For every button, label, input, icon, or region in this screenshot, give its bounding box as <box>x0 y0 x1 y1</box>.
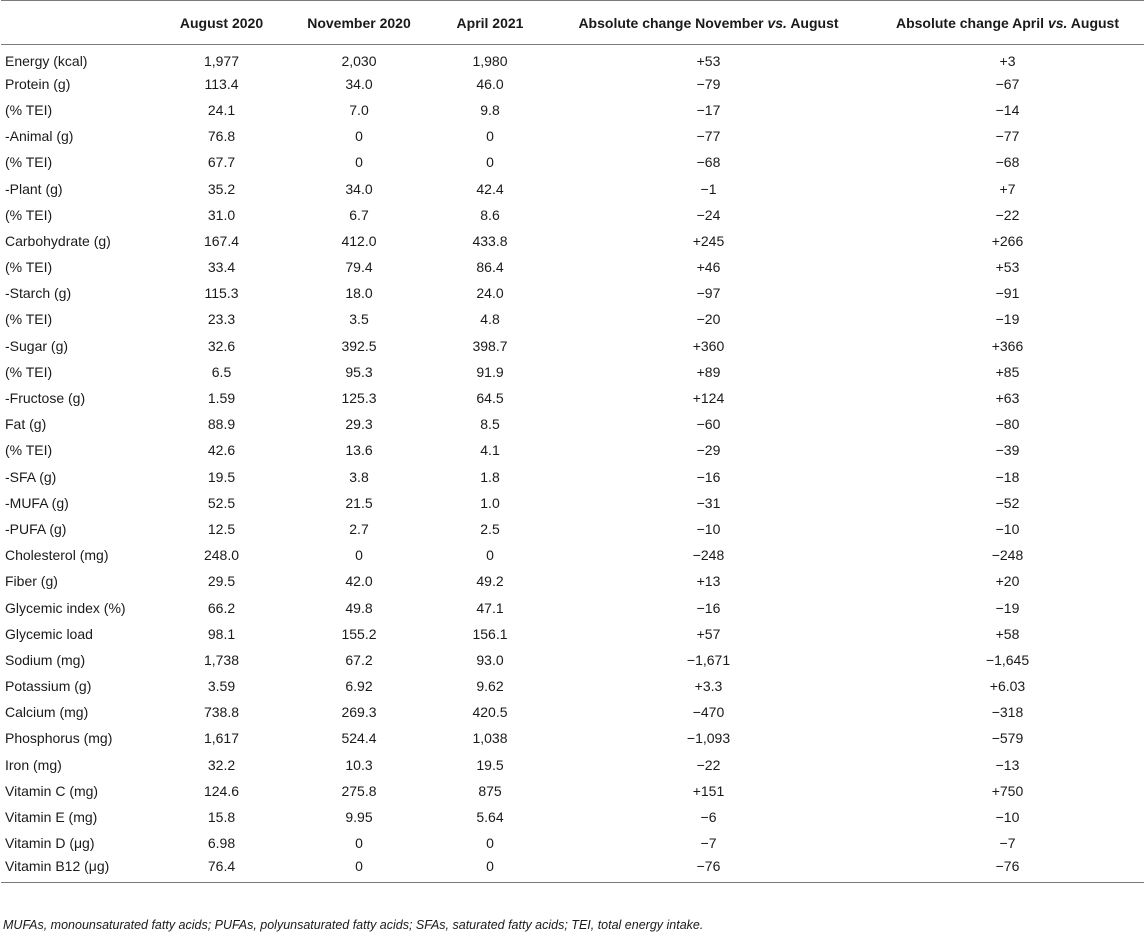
nutrient-label: Vitamin C (mg) <box>5 782 99 799</box>
nutrient-label: (% TEI) <box>5 259 53 276</box>
nutrient-label: Cholesterol (mg) <box>5 547 109 564</box>
nutrient-label: -PUFA (g) <box>5 520 67 537</box>
change-nov-vs-aug-value: −97 <box>696 285 721 302</box>
header-april-2021: April 2021 <box>434 1 546 45</box>
change-nov-vs-aug-value: −68 <box>696 154 721 171</box>
august-2020-value: 1.59 <box>207 390 236 407</box>
change-nov-vs-aug-value: −60 <box>696 416 721 433</box>
change-apr-vs-aug-value: −318 <box>991 704 1024 721</box>
april-2021-value: 1.0 <box>480 494 500 511</box>
change-apr-vs-aug-value: +750 <box>991 782 1024 799</box>
change-apr-vs-aug-value: −76 <box>995 858 1020 875</box>
change-apr-vs-aug-value: +3 <box>999 52 1016 69</box>
april-2021-value: 64.5 <box>476 390 504 407</box>
november-2020-value: 95.3 <box>345 363 373 380</box>
april-2021-value: 0 <box>486 835 494 852</box>
august-2020-value: 98.1 <box>207 625 236 642</box>
change-apr-vs-aug-value: −77 <box>995 128 1020 145</box>
change-nov-vs-aug-value: −16 <box>696 468 721 485</box>
nutrient-label: Glycemic index (%) <box>5 599 126 616</box>
header-row <box>1 1 1144 45</box>
change-nov-vs-aug-value: +46 <box>696 259 721 276</box>
august-2020-value: 35.2 <box>207 180 236 197</box>
august-2020-value: 67.7 <box>207 154 236 171</box>
april-2021-value: 0 <box>486 154 494 171</box>
august-2020-value: 6.5 <box>211 363 232 380</box>
table-row <box>1 673 1144 699</box>
change-nov-vs-aug-value: −22 <box>696 756 721 773</box>
table-row <box>1 306 1144 332</box>
august-2020-value: 1,738 <box>203 651 240 668</box>
november-2020-value: 34.0 <box>345 75 373 92</box>
nutrient-label: Vitamin D (μg) <box>5 835 95 852</box>
april-2021-value: 47.1 <box>476 599 504 616</box>
change-apr-vs-aug-value: +58 <box>995 625 1020 642</box>
change-nov-vs-aug-value: +13 <box>696 573 721 590</box>
august-2020-value: 12.5 <box>207 520 236 537</box>
august-2020-value: 113.4 <box>204 75 239 92</box>
nutrient-label: Vitamin E (mg) <box>5 809 98 826</box>
november-2020-value: 524.4 <box>341 730 377 747</box>
change-apr-vs-aug-value: +53 <box>995 259 1020 276</box>
november-2020-value: 0 <box>355 547 363 564</box>
table-row <box>1 228 1144 254</box>
april-2021-value: 4.8 <box>480 311 500 328</box>
nutrient-label: Phosphorus (mg) <box>5 730 113 747</box>
table-row <box>1 621 1144 647</box>
change-nov-vs-aug-value: −1 <box>700 180 717 197</box>
table-row <box>1 542 1144 568</box>
change-apr-vs-aug-value: −67 <box>995 75 1020 92</box>
change-apr-vs-aug-value: −22 <box>995 206 1020 223</box>
nutrient-label: -Sugar (g) <box>5 337 69 354</box>
change-apr-vs-aug-value: −91 <box>995 285 1020 302</box>
change-apr-vs-aug-value: −80 <box>995 416 1020 433</box>
change-nov-vs-aug-value: −1,671 <box>686 651 731 668</box>
change-nov-vs-aug-value: +89 <box>696 363 721 380</box>
august-2020-value: 32.2 <box>207 756 236 773</box>
table-row <box>1 385 1144 411</box>
april-2021-value: 9.62 <box>476 678 504 695</box>
nutrient-label: (% TEI) <box>5 101 53 118</box>
april-2021-value: 5.64 <box>476 809 504 826</box>
november-2020-value: 42.0 <box>345 573 373 590</box>
change-nov-vs-aug-value: −16 <box>696 599 721 616</box>
nutrient-label: -Starch (g) <box>5 285 72 302</box>
change-apr-vs-aug-value: +7 <box>999 180 1016 197</box>
change-apr-vs-aug-value: −52 <box>995 494 1020 511</box>
header-nutrient <box>1 1 159 45</box>
table-row <box>1 437 1144 463</box>
nutrient-label: Iron (mg) <box>5 756 62 773</box>
nutrient-intake-table <box>1 0 1144 885</box>
table-row <box>1 71 1144 97</box>
table-row <box>1 333 1144 359</box>
november-2020-value: 79.4 <box>345 259 373 276</box>
august-2020-value: 1,977 <box>203 52 240 69</box>
november-2020-value: 269.3 <box>341 704 377 721</box>
header-change-apr-pre: Absolute change April <box>895 14 1048 31</box>
table-row <box>1 280 1144 306</box>
april-2021-value: 433.8 <box>472 232 508 249</box>
november-2020-value: 3.5 <box>349 311 369 328</box>
november-2020-value: 412.0 <box>341 232 377 249</box>
header-change-apr-post: August <box>1067 14 1119 31</box>
november-2020-value: 21.5 <box>345 494 373 511</box>
november-2020-value: 10.3 <box>345 756 373 773</box>
change-nov-vs-aug-value: −1,093 <box>686 730 731 747</box>
november-2020-value: 0 <box>355 128 363 145</box>
november-2020-value: 2,030 <box>341 52 377 69</box>
nutrient-label: Vitamin B12 (μg) <box>5 858 110 875</box>
november-2020-value: 6.7 <box>349 206 369 223</box>
april-2021-value: 19.5 <box>476 756 504 773</box>
table-header <box>1 1 1144 45</box>
table-row <box>1 359 1144 385</box>
august-2020-value: 24.1 <box>207 101 236 118</box>
change-nov-vs-aug-value: −17 <box>696 101 721 118</box>
change-apr-vs-aug-value: −39 <box>995 442 1020 459</box>
change-nov-vs-aug-value: +245 <box>692 232 725 249</box>
header-change-nov-vs: vs. <box>767 14 787 31</box>
change-nov-vs-aug-value: −20 <box>696 311 721 328</box>
november-2020-value: 0 <box>355 835 363 852</box>
august-2020-value: 31.0 <box>207 206 236 223</box>
april-2021-value: 42.4 <box>476 180 504 197</box>
november-2020-value: 6.92 <box>345 678 373 695</box>
change-apr-vs-aug-value: −68 <box>995 154 1020 171</box>
november-2020-value: 67.2 <box>345 651 373 668</box>
change-apr-vs-aug-value: −14 <box>995 101 1020 118</box>
change-apr-vs-aug-value: −1,645 <box>985 651 1030 668</box>
change-nov-vs-aug-value: +53 <box>696 52 721 69</box>
august-2020-value: 76.4 <box>207 858 236 875</box>
november-2020-value: 29.3 <box>345 416 373 433</box>
change-apr-vs-aug-value: −579 <box>991 730 1024 747</box>
nutrient-label: Sodium (mg) <box>5 651 86 668</box>
august-2020-value: 167.4 <box>203 232 240 249</box>
header-change-nov-pre: Absolute change November <box>578 14 768 31</box>
nutrient-label: -MUFA (g) <box>5 494 69 511</box>
april-2021-value: 875 <box>478 782 502 799</box>
table-body <box>1 45 1144 883</box>
change-nov-vs-aug-value: −24 <box>696 206 721 223</box>
table-row <box>1 45 1144 71</box>
change-apr-vs-aug-value: −7 <box>999 835 1016 852</box>
april-2021-value: 86.4 <box>476 259 504 276</box>
table-row <box>1 490 1144 516</box>
november-2020-value: 275.8 <box>341 782 377 799</box>
nutrient-label: -Fructose (g) <box>5 390 86 407</box>
april-2021-value: 93.0 <box>476 651 504 668</box>
change-nov-vs-aug-value: +124 <box>692 390 725 407</box>
august-2020-value: 23.3 <box>207 311 236 328</box>
table-row <box>1 752 1144 778</box>
change-nov-vs-aug-value: +360 <box>692 337 725 354</box>
november-2020-value: 49.8 <box>345 599 373 616</box>
april-2021-value: 46.0 <box>476 75 504 92</box>
august-2020-value: 1,617 <box>203 730 240 747</box>
change-apr-vs-aug-value: +6.03 <box>989 678 1026 695</box>
nutrient-label: Glycemic load <box>5 625 93 642</box>
august-2020-value: 248.0 <box>203 547 240 564</box>
table-row <box>1 699 1144 725</box>
table-row <box>1 97 1144 123</box>
november-2020-value: 13.6 <box>345 442 373 459</box>
nutrient-label: Calcium (mg) <box>5 704 89 721</box>
change-nov-vs-aug-value: −470 <box>692 704 725 721</box>
header-change-november-vs-august <box>546 1 871 45</box>
august-2020-value: 19.5 <box>207 468 236 485</box>
table-footnote: MUFAs, monounsaturated fatty acids; PUFAs, polyunsaturated fatty acids; SFAs, saturated fatty acids; TEI, total energy intake. <box>3 918 704 932</box>
table-row <box>1 856 1144 882</box>
april-2021-value: 2.5 <box>480 520 500 537</box>
change-apr-vs-aug-value: −10 <box>995 809 1020 826</box>
table-row <box>1 516 1144 542</box>
november-2020-value: 7.0 <box>349 101 369 118</box>
change-nov-vs-aug-value: −76 <box>696 858 721 875</box>
change-nov-vs-aug-value: +3.3 <box>694 678 723 695</box>
nutrient-label: -Animal (g) <box>5 128 74 145</box>
change-apr-vs-aug-value: −13 <box>995 756 1020 773</box>
change-nov-vs-aug-value: −77 <box>696 128 721 145</box>
table-footer-rule <box>1 883 1144 886</box>
april-2021-value: 8.6 <box>480 206 500 223</box>
november-2020-value: 9.95 <box>345 809 373 826</box>
april-2021-value: 49.2 <box>476 573 504 590</box>
april-2021-value: 156.1 <box>472 625 508 642</box>
april-2021-value: 420.5 <box>472 704 508 721</box>
change-nov-vs-aug-value: +151 <box>692 782 725 799</box>
august-2020-value: 3.59 <box>207 678 236 695</box>
change-apr-vs-aug-value: −19 <box>995 599 1020 616</box>
nutrient-label: (% TEI) <box>5 154 53 171</box>
april-2021-value: 398.7 <box>472 337 508 354</box>
change-apr-vs-aug-value: −248 <box>991 547 1024 564</box>
change-nov-vs-aug-value: −79 <box>696 75 721 92</box>
august-2020-value: 15.8 <box>207 809 236 826</box>
table-row <box>1 804 1144 830</box>
august-2020-value: 32.6 <box>207 337 236 354</box>
change-apr-vs-aug-value: −10 <box>995 520 1020 537</box>
april-2021-value: 8.5 <box>480 416 500 433</box>
table-row <box>1 594 1144 620</box>
november-2020-value: 0 <box>355 154 363 171</box>
nutrient-label: Protein (g) <box>5 75 71 92</box>
table-row <box>1 725 1144 751</box>
change-nov-vs-aug-value: −7 <box>700 835 717 852</box>
november-2020-value: 34.0 <box>345 180 373 197</box>
header-change-nov-post: August <box>786 14 839 31</box>
table-row <box>1 411 1144 437</box>
august-2020-value: 33.4 <box>207 259 236 276</box>
nutrient-label: (% TEI) <box>5 311 53 328</box>
table-row <box>1 254 1144 280</box>
table-row <box>1 202 1144 228</box>
change-apr-vs-aug-value: +63 <box>995 390 1020 407</box>
nutrient-label: (% TEI) <box>5 206 53 223</box>
august-2020-value: 738.8 <box>203 704 240 721</box>
april-2021-value: 0 <box>486 858 494 875</box>
nutrient-label: -SFA (g) <box>5 468 57 485</box>
table-row <box>1 149 1144 175</box>
change-apr-vs-aug-value: +366 <box>991 337 1024 354</box>
august-2020-value: 76.8 <box>207 128 236 145</box>
table-row <box>1 175 1144 201</box>
august-2020-value: 42.6 <box>207 442 236 459</box>
table-row <box>1 830 1144 856</box>
header-november-2020: November 2020 <box>284 1 434 45</box>
november-2020-value: 125.3 <box>341 390 377 407</box>
header-change-april-vs-august <box>871 1 1144 45</box>
nutrient-label: (% TEI) <box>5 442 53 459</box>
april-2021-value: 91.9 <box>476 363 504 380</box>
april-2021-value: 1,980 <box>472 52 508 69</box>
change-apr-vs-aug-value: −18 <box>995 468 1020 485</box>
august-2020-value: 66.2 <box>207 599 236 616</box>
november-2020-value: 155.2 <box>341 625 377 642</box>
april-2021-value: 9.8 <box>480 101 500 118</box>
nutrient-label: Carbohydrate (g) <box>5 232 111 249</box>
table-row <box>1 647 1144 673</box>
november-2020-value: 392.5 <box>341 337 377 354</box>
change-apr-vs-aug-value: −19 <box>995 311 1020 328</box>
april-2021-value: 1.8 <box>480 468 500 485</box>
header-change-apr-vs: vs. <box>1047 14 1068 31</box>
august-2020-value: 124.6 <box>203 782 240 799</box>
change-apr-vs-aug-value: +85 <box>995 363 1020 380</box>
november-2020-value: 2.7 <box>349 520 369 537</box>
november-2020-value: 3.8 <box>349 468 369 485</box>
change-nov-vs-aug-value: −29 <box>696 442 721 459</box>
april-2021-value: 0 <box>486 128 494 145</box>
nutrient-label: -Plant (g) <box>5 180 63 197</box>
change-nov-vs-aug-value: −248 <box>692 547 725 564</box>
table-row <box>1 123 1144 149</box>
april-2021-value: 24.0 <box>476 285 504 302</box>
change-apr-vs-aug-value: +266 <box>991 232 1024 249</box>
change-nov-vs-aug-value: −10 <box>696 520 721 537</box>
april-2021-value: 1,038 <box>472 730 508 747</box>
table-row <box>1 778 1144 804</box>
april-2021-value: 0 <box>486 547 494 564</box>
april-2021-value: 4.1 <box>480 442 500 459</box>
nutrient-label: Energy (kcal) <box>5 52 88 69</box>
nutrient-label: Potassium (g) <box>5 678 92 695</box>
august-2020-value: 6.98 <box>207 835 236 852</box>
august-2020-value: 29.5 <box>207 573 236 590</box>
nutrient-label: (% TEI) <box>5 363 53 380</box>
header-august-2020: August 2020 <box>159 1 284 45</box>
change-apr-vs-aug-value: +20 <box>995 573 1020 590</box>
table-row <box>1 464 1144 490</box>
august-2020-value: 52.5 <box>207 494 236 511</box>
table-row <box>1 568 1144 594</box>
august-2020-value: 88.9 <box>207 416 236 433</box>
nutrient-label: Fat (g) <box>5 416 47 433</box>
nutrient-label: Fiber (g) <box>5 573 58 590</box>
bottom-rule <box>1 883 1144 886</box>
change-nov-vs-aug-value: −6 <box>700 809 717 826</box>
november-2020-value: 18.0 <box>345 285 373 302</box>
change-nov-vs-aug-value: −31 <box>696 494 721 511</box>
august-2020-value: 115.3 <box>204 285 239 302</box>
november-2020-value: 0 <box>355 858 363 875</box>
change-nov-vs-aug-value: +57 <box>696 625 721 642</box>
